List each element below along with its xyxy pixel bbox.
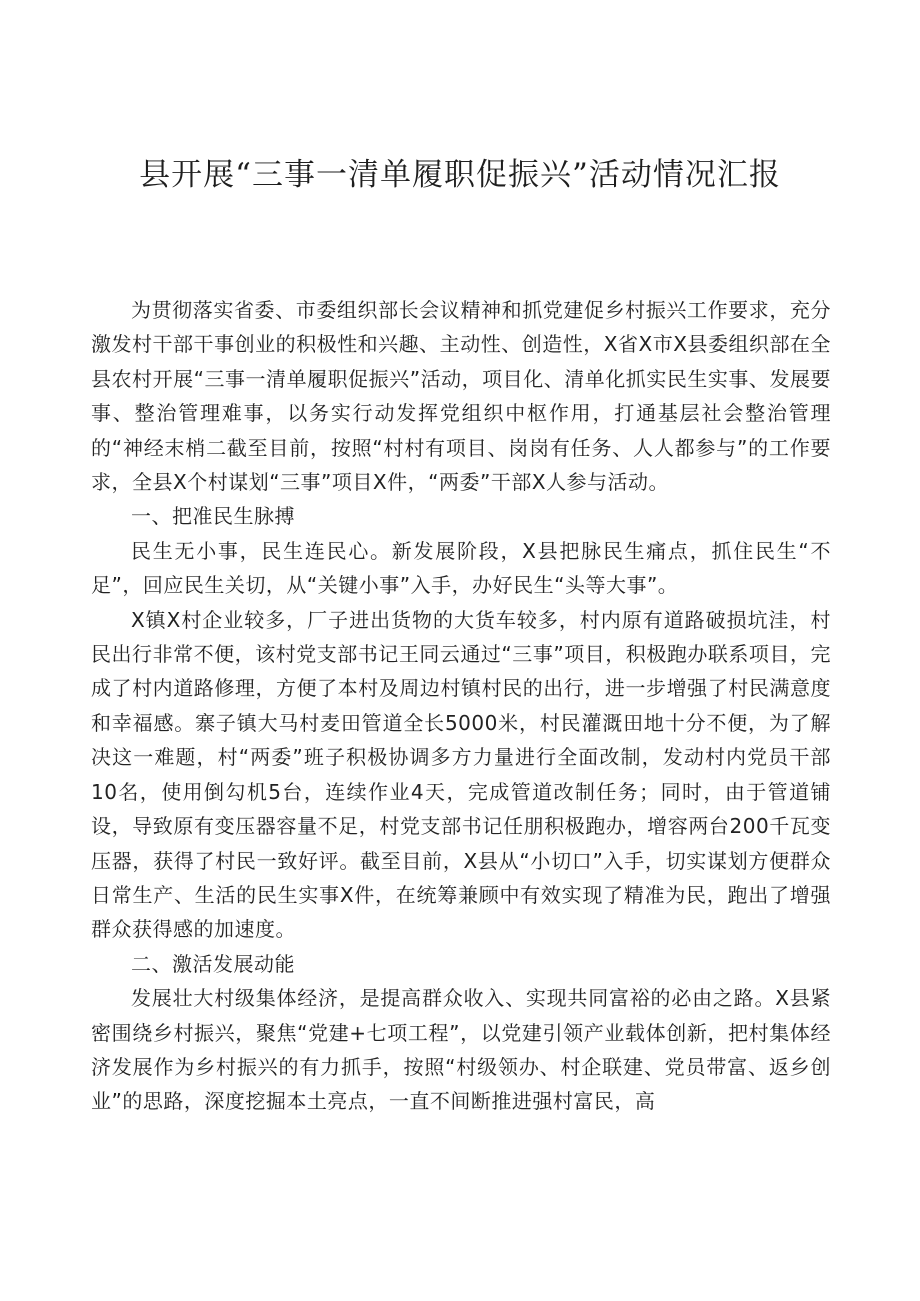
section-heading-2: 二、激活发展动能 (131, 951, 295, 976)
section-2-paragraph-1: 发展壮大村级集体经济，是提高群众收入、实现共同富裕的必由之路。X县紧密围绕乡村振兴，聚焦“党建+七项工程”，以党建引领产业载体创新，把村集体经济发展作为乡村振兴的有力抓手，按照“村级领办、村企联建、党员带富、返乡创业”的思路，深度挖掘本土亮点，一直不间断推进强村富民，高 (91, 986, 831, 1114)
section-heading-1: 一、把准民生脉搏 (131, 504, 295, 529)
intro-paragraph: 为贯彻落实省委、市委组织部长会议精神和抓党建促乡村振兴工作要求，充分激发村干部干事创业的积极性和兴趣、主动性、创造性，X省X市X县委组织部在全县农村开展“三事一清单履职促振兴”活动，项目化、清单化抓实民生实事、发展要事、整治管理难事，以务实行动发挥党组织中枢作用，打通基层社会整治管理的“神经末梢二截至目前，按照“村村有项目、岗岗有任务、人人都参与”的工作要求，全县X个村谋划“三事”项目X件，“两委”干部X人参与活动。 (91, 298, 831, 495)
document-body (91, 293, 831, 1119)
section-1-paragraph-2: X镇X村企业较多，厂子进出货物的大货车较多，村内原有道路破损坑洼，村民出行非常不便，该村党支部书记王同云通过“三事”项目，积极跑办联系项目，完成了村内道路修理，方便了本村及周边村镇村民的出行，进一步增强了村民满意度和幸福感。寨子镇大马村麦田管道全长5000米，村民灌溉田地十分不便，为了解决这一难题，村“两委”班子积极协调多方力量进行全面改制，发动村内党员干部10名，使用倒勾机5台，连续作业4天，完成管道改制任务；同时，由于管道铺设，导致原有变压器容量不足，村党支部书记任朋积极跑办，增容两台200千瓦变压器，获得了村民一致好评。截至目前，X县从“小切口”入手，切实谋划方便群众日常生产、生活的民生实事X件，在统筹兼顾中有效实现了精准为民，跑出了增强群众获得感的加速度。 (91, 607, 831, 942)
section-1-paragraph-1: 民生无小事，民生连民心。新发展阶段，X县把脉民生痛点，抓住民生“不足”，回应民生关切，从“关键小事”入手，办好民生“头等大事”。 (91, 538, 831, 598)
document-title: 县开展“三事一清单履职促振兴”活动情况汇报 (139, 157, 781, 193)
